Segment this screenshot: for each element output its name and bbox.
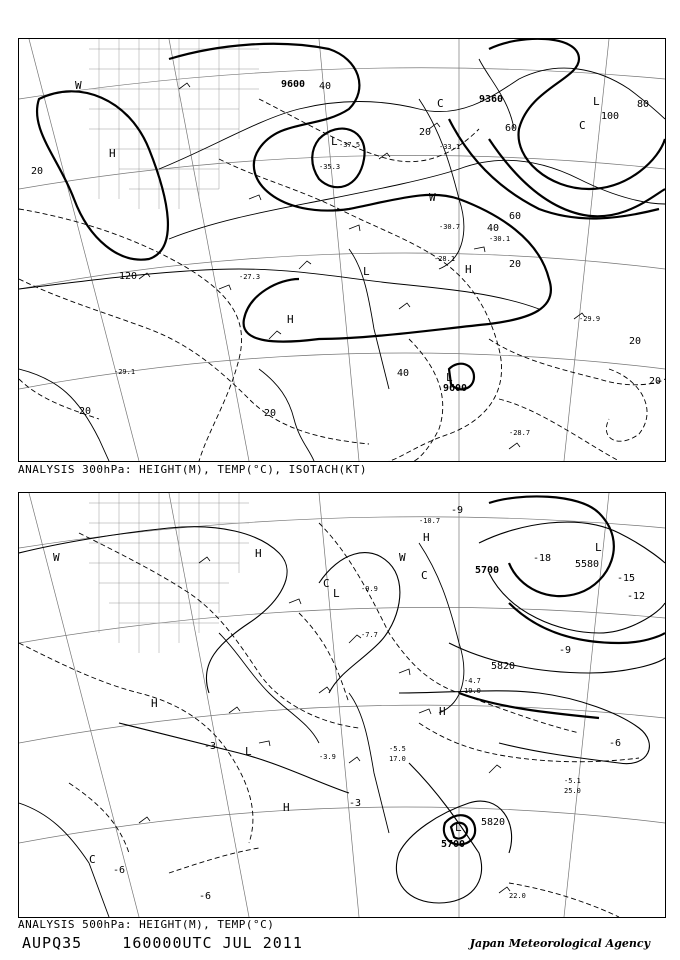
temp-contour-label: -18 <box>533 553 552 564</box>
temp-contour-label: -15 <box>617 573 636 584</box>
isotach-label: 20 <box>79 406 92 417</box>
high-center: H <box>439 705 446 718</box>
temp-contour-label: -3 <box>349 798 362 809</box>
low-center: L <box>593 95 600 108</box>
isotach-label: 20 <box>649 376 662 387</box>
pressure-centers <box>53 531 602 866</box>
temp-contour-label: -9 <box>559 645 572 656</box>
map-panel-500hpa <box>18 492 666 918</box>
temp-label: -37.5 <box>339 141 361 149</box>
temp-label: -29.9 <box>579 315 601 323</box>
cold-center: C <box>421 569 428 582</box>
obs-label: -10.7 <box>419 517 441 525</box>
high-center: H <box>255 547 262 560</box>
low-center: L <box>245 745 252 758</box>
temp-label: -28.1 <box>434 255 456 263</box>
temp-label: -27.3 <box>239 273 261 281</box>
high-center: H <box>287 313 294 326</box>
isotach-label: 120 <box>119 271 138 282</box>
caption-500hpa: ANALYSIS 500hPa: HEIGHT(M), TEMP(°C) <box>18 918 275 931</box>
agency-name: Japan Meteorological Agency <box>469 937 650 950</box>
isotach-contours <box>37 39 665 389</box>
low-center: L <box>331 135 338 148</box>
obs-label: -9.9 <box>361 585 378 593</box>
temp-contour-label: -6 <box>199 891 212 902</box>
cold-center: C <box>323 577 330 590</box>
obs-label: 19.0 <box>464 687 481 695</box>
temp-contour-label: -12 <box>627 591 646 602</box>
isotach-label: 40 <box>487 223 500 234</box>
high-center: H <box>283 801 290 814</box>
height-label: 5820 <box>491 661 516 672</box>
obs-label: -5.5 <box>389 745 406 753</box>
chart-code: AUPQ35 160000UTC JUL 2011 <box>22 934 303 952</box>
temp-label: -33.1 <box>439 143 461 151</box>
isotach-label: 20 <box>629 336 642 347</box>
high-center: H <box>109 147 116 160</box>
height-label: 9360 <box>479 94 504 105</box>
isotach-label: 20 <box>264 408 277 419</box>
temp-contour-label: -6 <box>609 738 622 749</box>
isotach-label: 20 <box>509 259 522 270</box>
map-300hpa <box>19 39 665 461</box>
temp-label: -35.3 <box>319 163 341 171</box>
obs-label: 22.0 <box>509 892 526 900</box>
obs-label: 17.0 <box>389 755 406 763</box>
obs-label: -4.7 <box>464 677 481 685</box>
isotach-label: 80 <box>637 99 650 110</box>
cold-center: C <box>579 119 586 132</box>
temp-contour-label: -6 <box>113 865 126 876</box>
isotach-label: 40 <box>397 368 410 379</box>
low-center: L <box>446 371 453 384</box>
temp-label: -30.7 <box>439 223 461 231</box>
height-label: 9600 <box>443 383 468 394</box>
low-center: L <box>595 541 602 554</box>
temp-label: -28.7 <box>509 429 531 437</box>
isotach-label: 20 <box>31 166 44 177</box>
contour-labels <box>113 505 645 902</box>
low-center: L <box>455 821 462 834</box>
low-center: L <box>363 265 370 278</box>
obs-label: -3.9 <box>319 753 336 761</box>
height-contours-bold <box>444 496 665 844</box>
warm-center: W <box>53 551 60 564</box>
obs-label: 25.0 <box>564 787 581 795</box>
isotach-label: 60 <box>509 211 522 222</box>
caption-300hpa: ANALYSIS 300hPa: HEIGHT(M), TEMP(°C), ISOTACH(KT) <box>18 463 368 476</box>
warm-center: W <box>399 551 406 564</box>
high-center: H <box>465 263 472 276</box>
warm-center: W <box>75 79 82 92</box>
cold-center: C <box>437 97 444 110</box>
isotach-label: 60 <box>505 123 518 134</box>
isotach-label: 20 <box>419 127 432 138</box>
low-center: L <box>333 587 340 600</box>
temp-label: -30.1 <box>489 235 511 243</box>
map-panel-300hpa <box>18 38 666 462</box>
graticule <box>19 493 665 917</box>
obs-label: -5.1 <box>564 777 581 785</box>
isotach-label: 100 <box>601 111 620 122</box>
warm-center: W <box>429 191 436 204</box>
height-label: 9600 <box>281 79 306 90</box>
obs-label: -7.7 <box>361 631 378 639</box>
map-500hpa <box>19 493 665 917</box>
isotach-label: 40 <box>319 81 332 92</box>
temp-contour-label: -3 <box>204 741 217 752</box>
height-label: 5580 <box>575 559 600 570</box>
height-label: 5700 <box>475 565 500 576</box>
height-label: 5700 <box>441 839 466 850</box>
high-center: H <box>151 697 158 710</box>
cold-center: C <box>89 853 96 866</box>
temp-contour-label: -9 <box>451 505 464 516</box>
height-contours <box>19 522 665 903</box>
high-center: H <box>423 531 430 544</box>
height-label: 5820 <box>481 817 506 828</box>
temp-label: -29.1 <box>114 368 136 376</box>
